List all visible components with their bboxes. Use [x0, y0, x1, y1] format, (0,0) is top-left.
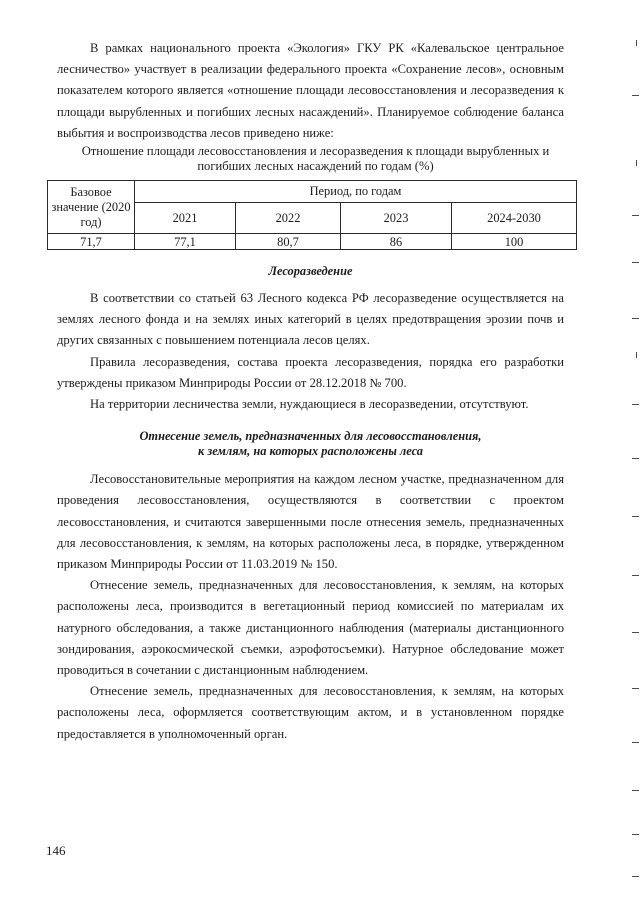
- binding-margin-marks: [612, 0, 640, 905]
- section-heading-line: к землям, на которых расположены леса: [198, 444, 423, 459]
- paragraph: Отнесение земель, предназначенных для лесовосстановления, к землям, на которых расположены леса, производится в вегетационный период комиссией по материалам их натурного обследования, а также дистанционного наблюдения (материалы дистанционного зондирования, аэрокосмической съемки, аэрофотосъемки). Натурное обследование может проводиться в сочетании с дистанционным наблюдением.: [57, 578, 564, 678]
- table-cell-base-value: 71,7: [48, 234, 135, 250]
- paragraph: На территории лесничества земли, нуждающиеся в лесоразведении, отсутствуют.: [90, 397, 529, 412]
- paragraph: Отнесение земель, предназначенных для лесовосстановления, к землям, на которых расположены леса, оформляется соответствующим актом, и в установленном порядке предоставляется в уполномоченный орган.: [57, 684, 564, 741]
- table-header-year: 2022: [236, 203, 341, 234]
- section-heading-line: Отнесение земель, предназначенных для лесовосстановления,: [139, 429, 482, 444]
- page-number: 146: [46, 843, 66, 858]
- paragraph: В соответствии со статьей 63 Лесного кодекса РФ лесоразведение осуществляется на землях лесного фонда и на землях иных категорий в целях предотвращения эрозии почв и других связанных с повышением потенциала лесов целях.: [57, 291, 564, 348]
- intro-paragraph: В рамках национального проекта «Экология» ГКУ РК «Калевальское центральное лесничество» участвует в реализации федерального проекта «Сохранение лесов», основным показателем которого является «отношение площади лесовосстановления и лесоразведения к площади вырубленных и погибших лесных насаждений». Планируемое соблюдение баланса выбытия и воспроизводства лесов приведено ниже:: [57, 41, 564, 140]
- paragraph: Лесовосстановительные мероприятия на каждом лесном участке, предназначенном для проведения лесовосстановления, осуществляются в соответствии с проектом лесовосстановления, и считаются завершенными после отнесения земель, предназначенных для лесовосстановления, к землям, на которых расположены леса, в порядке, утвержденном приказом Минприроды России от 11.03.2019 № 150.: [57, 472, 564, 572]
- table-cell-value: 80,7: [236, 234, 341, 250]
- section-heading-afforestation: Лесоразведение: [268, 264, 353, 279]
- paragraph: Правила лесоразведения, состава проекта лесоразведения, порядка его разработки утверждены приказом Минприроды России от 28.12.2018 № 700.: [57, 354, 564, 390]
- table-header-year: 2024-2030: [452, 203, 577, 234]
- table-cell-value: 77,1: [135, 234, 236, 250]
- table-title: Отношение площади лесовосстановления и лесоразведения к площади вырубленных и погибших лесных насаждений по годам (%): [81, 144, 550, 174]
- page-content: [51, 38, 564, 745]
- table-header-year: 2023: [341, 203, 452, 234]
- table-header-base: Базовое значение (2020 год): [48, 181, 135, 234]
- table-header-year: 2021: [135, 203, 236, 234]
- forest-ratio-table: [47, 180, 577, 250]
- section-heading-land-assignment: [57, 429, 564, 459]
- table-header-period: Период, по годам: [135, 181, 577, 203]
- table-cell-value: 86: [341, 234, 452, 250]
- table-cell-value: 100: [452, 234, 577, 250]
